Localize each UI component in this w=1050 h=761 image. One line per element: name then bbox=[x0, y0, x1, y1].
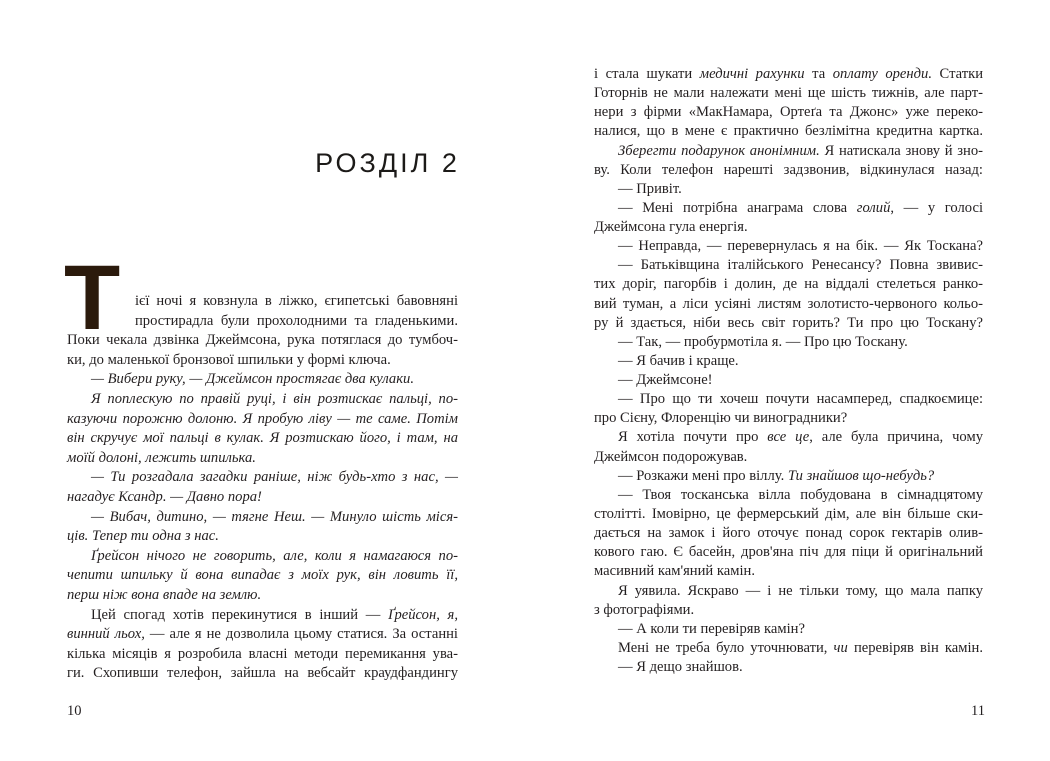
italic-text: все це bbox=[767, 429, 810, 446]
italic-text: казуючи порожню долоню. Я пробую ліву — те саме. Потім bbox=[67, 410, 458, 427]
text-line bbox=[67, 664, 458, 683]
italic-text: Ти знайшов що-небудь? bbox=[787, 467, 935, 484]
italic-text: — Вибери руку, — Джеймсон простягає два кулаки. bbox=[91, 371, 414, 388]
text-line bbox=[594, 562, 983, 581]
page-number-left: 10 bbox=[67, 703, 82, 719]
text-line bbox=[618, 486, 983, 505]
text-line bbox=[618, 428, 983, 447]
italic-text: Зберегти подарунок анонімним. bbox=[618, 142, 820, 159]
text-line bbox=[91, 370, 458, 389]
italic-text: чепити шпильку й вона випадає з моїх рук, він ловить її, bbox=[67, 567, 458, 584]
text-segment: з фотографіями. bbox=[594, 601, 695, 618]
text-line bbox=[91, 390, 458, 409]
italic-text: голий bbox=[856, 199, 891, 216]
italic-text: Ґрейсон, я, bbox=[388, 606, 458, 623]
text-line bbox=[618, 620, 983, 639]
text-line bbox=[594, 314, 983, 333]
text-line bbox=[594, 84, 983, 103]
text-line bbox=[67, 429, 458, 448]
text-segment: ву. Коли телефон нарешті задзвонив, відкинулася назад: bbox=[594, 161, 983, 178]
text-line bbox=[594, 409, 983, 428]
text-segment: столітті. Імовірно, це фермерський дім, але він більше ски- bbox=[594, 505, 983, 522]
text-segment: ру й здається, ніби весь світ горить? Ти про цю Тоскану? bbox=[594, 314, 983, 331]
text-segment: простирадла були прохолодними та гладенькими. bbox=[135, 312, 458, 329]
text-line bbox=[618, 333, 983, 352]
text-line bbox=[135, 312, 458, 331]
text-line bbox=[618, 142, 983, 161]
text-segment: і стала шукати bbox=[594, 66, 700, 82]
text-segment: Джеймсон подорожував. bbox=[594, 448, 748, 465]
text-segment: вий туман, а ліси усіяні листям золотисто-червоного кольо- bbox=[594, 295, 983, 312]
drop-cap: Т bbox=[64, 247, 121, 349]
text-line bbox=[594, 65, 983, 84]
text-segment: Готорнів не мали належати мені ще шість тижнів, але парт- bbox=[594, 85, 983, 102]
text-segment: — але я не дозволила цьому статися. За останні bbox=[144, 626, 458, 643]
text-segment: , — у голосі bbox=[890, 199, 984, 216]
text-line bbox=[67, 586, 458, 605]
text-segment: Джеймсона гула енергія. bbox=[594, 219, 748, 236]
text-line bbox=[618, 390, 983, 409]
text-segment: масивний кам'яний камін. bbox=[594, 563, 755, 580]
text-segment: ги. Схопивши телефон, зайшла на вебсайт краудфандингу bbox=[67, 665, 458, 682]
text-line bbox=[618, 658, 983, 677]
text-line bbox=[594, 601, 983, 620]
text-line bbox=[618, 467, 983, 486]
page-number-right: 11 bbox=[971, 703, 985, 719]
text-line bbox=[594, 103, 983, 122]
text-segment: — Батьківщина італійського Ренесансу? Повна звивис- bbox=[618, 257, 983, 274]
text-segment: — Мені потрібна анаграма слова bbox=[618, 199, 857, 216]
italic-text: він скручує мої пальці в кулак. Я розтискаю його, і там, на bbox=[67, 430, 458, 447]
italic-text: чи bbox=[833, 639, 848, 656]
text-line bbox=[91, 468, 458, 487]
text-segment: Я хотіла почути про bbox=[618, 429, 768, 446]
text-segment: — Твоя тосканська вілла побудована в сімнадцятому bbox=[618, 486, 983, 503]
text-line bbox=[594, 275, 983, 294]
text-line bbox=[594, 218, 983, 237]
text-segment: кілька місяців я розробила власні методи перемикання ува- bbox=[67, 645, 458, 662]
right-page bbox=[525, 0, 1050, 761]
text-segment: Поки чекала дзвінка Джеймсона, рука потяглася до тумбоч- bbox=[67, 332, 458, 349]
text-line bbox=[594, 543, 983, 562]
text-segment: — Розкажи мені про віллу. bbox=[618, 467, 788, 484]
text-segment: Я уявила. Яскраво — і не тільки тому, що мала папку bbox=[618, 582, 983, 599]
text-segment: — Неправда, — перевернулась я на бік. — Як Тоскана? bbox=[618, 238, 983, 255]
text-segment: Я натискала знову й зно- bbox=[819, 142, 984, 159]
text-segment: , але була причина, чому bbox=[809, 429, 983, 446]
text-segment: перевіряв він камін. bbox=[847, 639, 983, 656]
text-line bbox=[594, 161, 983, 180]
text-line bbox=[67, 410, 458, 429]
text-line bbox=[91, 547, 458, 566]
text-segment: — Привіт. bbox=[618, 180, 682, 197]
text-line bbox=[67, 449, 458, 468]
text-segment: та bbox=[804, 66, 833, 82]
italic-text: медичні рахунки bbox=[699, 66, 805, 82]
text-line bbox=[618, 180, 983, 199]
text-segment: — Джеймсоне! bbox=[618, 372, 713, 389]
text-line bbox=[618, 582, 983, 601]
text-segment: про Сієну, Флоренцію чи виноградники? bbox=[594, 410, 848, 427]
text-line bbox=[594, 505, 983, 524]
chapter-title: РОЗДІЛ 2 bbox=[315, 148, 460, 178]
text-line bbox=[67, 488, 458, 507]
text-line bbox=[91, 606, 458, 625]
italic-text: ців. Тепер ти одна з нас. bbox=[67, 528, 219, 545]
text-segment: дається на замок і його оточує понад сорок гектарів олив- bbox=[594, 525, 983, 542]
italic-text: оплату оренди. bbox=[832, 66, 932, 82]
text-line bbox=[618, 371, 983, 390]
text-segment: тих доріг, пагорбів і долин, де на віддалі стелеться ранко- bbox=[594, 276, 983, 293]
text-line bbox=[618, 237, 983, 256]
text-segment: Статки bbox=[931, 66, 983, 82]
italic-text: перш ніж вона впаде на землю. bbox=[67, 587, 262, 603]
italic-text: Ґрейсон нічого не говорить, але, коли я намагаюся по- bbox=[91, 547, 458, 564]
text-line bbox=[594, 524, 983, 543]
text-segment: — А коли ти перевіряв камін? bbox=[618, 620, 805, 637]
text-segment: нери з фірми «МакНамара, Ортеґа та Джонс» уже переко- bbox=[594, 104, 983, 121]
italic-text: винний льох, bbox=[67, 626, 145, 643]
text-line bbox=[67, 331, 458, 350]
italic-text: нагадує Ксандр. — Давно пора! bbox=[67, 489, 262, 505]
text-segment: — Так, — пробурмотіла я. — Про цю Тоскану. bbox=[618, 333, 908, 350]
text-segment: — Я дещо знайшов. bbox=[618, 659, 743, 676]
text-segment: ки, до маленької бронзової шпильки у формі ключа. bbox=[67, 351, 391, 368]
text-line bbox=[67, 566, 458, 585]
italic-text: моїй долоні, лежить шпилька. bbox=[67, 449, 256, 466]
text-line bbox=[618, 199, 983, 218]
text-line bbox=[594, 448, 983, 467]
italic-text: Я поплескую по правій руці, і він розтискає пальці, по- bbox=[91, 391, 458, 407]
italic-text: — Ти розгадала загадки раніше, ніж будь-хто з нас, — bbox=[91, 469, 458, 486]
text-line bbox=[135, 292, 458, 311]
italic-text: — Вибач, дитино, — тягне Неш. — Минуло шість міся- bbox=[91, 508, 458, 525]
text-segment: Мені не треба було уточнювати, bbox=[618, 639, 834, 656]
text-line bbox=[67, 351, 458, 370]
text-segment: ієї ночі я ковзнула в ліжко, єгипетські бавовняні bbox=[135, 293, 458, 309]
text-segment: налися, що в мене є практично безлімітна кредитна картка. bbox=[594, 123, 983, 140]
text-segment: — Я бачив і краще. bbox=[618, 352, 739, 369]
text-line bbox=[67, 527, 458, 546]
text-line bbox=[91, 508, 458, 527]
text-line bbox=[594, 295, 983, 314]
text-line bbox=[618, 256, 983, 275]
text-line bbox=[618, 352, 983, 371]
text-segment: — Про що ти хочеш почути насамперед, спадкоємице: bbox=[618, 391, 983, 408]
text-line bbox=[67, 645, 458, 664]
text-line bbox=[618, 639, 983, 658]
text-line bbox=[67, 625, 458, 644]
text-segment: Цей спогад хотів перекинутися в інший — bbox=[91, 606, 389, 623]
text-line bbox=[594, 122, 983, 141]
text-segment: кового гаю. Є басейн, дров'яна піч для піци й оригінальний bbox=[594, 544, 983, 561]
